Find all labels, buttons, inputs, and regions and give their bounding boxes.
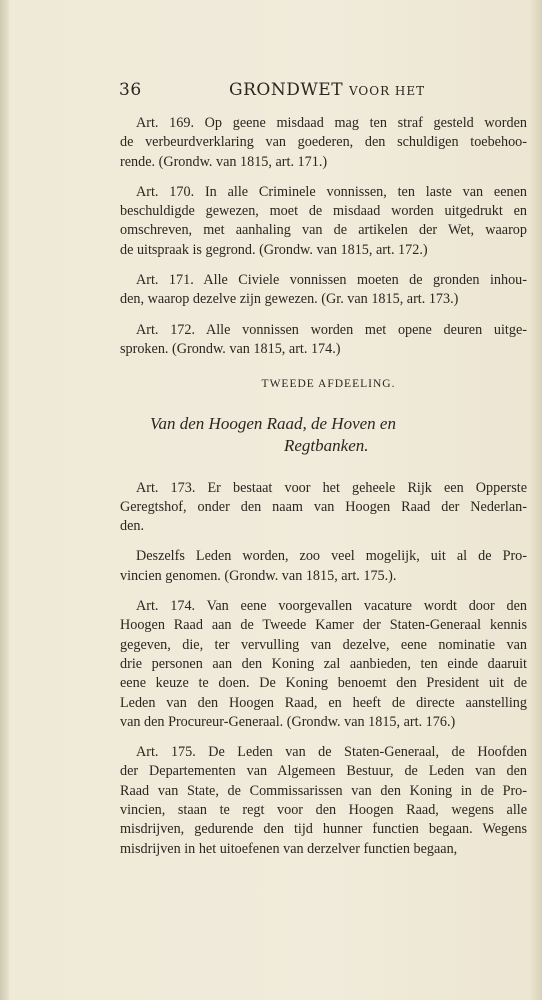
page-edge-shadow xyxy=(530,0,542,1000)
text-line: vincien genomen. (Grondw. van 1815, art. 175.). xyxy=(120,567,397,584)
article-paragraph xyxy=(120,547,527,586)
text-line: drie personen aan den Koning zal aanbieden, ten einde daaruit xyxy=(120,655,527,672)
running-title-main: GRONDWET xyxy=(229,80,344,100)
articles-block-b xyxy=(120,479,527,859)
text-line: gegeven, die, ter vervulling van dezelve, eene nominatie van xyxy=(120,636,527,653)
article-paragraph xyxy=(120,597,527,732)
article-paragraph xyxy=(120,271,527,310)
text-line: de uitspraak is gegrond. (Grondw. van 1815, art. 172.) xyxy=(120,241,428,258)
article-paragraph xyxy=(120,321,527,360)
article-paragraph xyxy=(120,743,527,859)
text-line: van den Procureur-Generaal. (Grondw. van 1815, art. 176.) xyxy=(120,713,456,730)
article-paragraph xyxy=(120,183,527,260)
text-line: Art. 172. Alle vonnissen worden met opene deuren uitge- xyxy=(136,321,527,338)
text-line: der Departementen van Algemeen Bestuur, de Leden van den xyxy=(120,763,527,780)
text-line: misdrijven in het uitoefenen van derzelver functien begaan, xyxy=(120,840,458,857)
text-line: Leden van den Hoogen Raad, en heeft de directe aanstelling xyxy=(120,694,527,711)
text-line: omschreven, met aanhaling van de artikelen der Wet, waarop xyxy=(120,222,527,239)
text-line: Art. 173. Er bestaat voor het geheele Rijk een Opperste xyxy=(136,479,527,496)
section-heading: TWEEDE AFDEELING. xyxy=(261,378,396,391)
text-line: Art. 171. Alle Civiele vonnissen moeten de gronden inhou- xyxy=(136,272,527,289)
section-title xyxy=(120,413,527,457)
text-line: de verbeurdverklaring van goederen, den schuldigen toebehoo- xyxy=(120,134,527,151)
text-line: Art. 174. Van eene voorgevallen vacature wordt door den xyxy=(136,598,527,615)
article-paragraph xyxy=(120,479,527,537)
article-paragraph xyxy=(120,114,527,172)
text-line: den, waarop dezelve zijn gewezen. (Gr. van 1815, art. 173.) xyxy=(120,291,459,308)
text-line: Art. 175. De Leden van de Staten-Generaal, de Hoofden xyxy=(136,744,527,761)
text-line: Art. 169. Op geene misdaad mag ten straf gesteld worden xyxy=(136,115,527,131)
text-line: Geregtshof, onder den naam van Hoogen Raad der Nederlan- xyxy=(120,498,527,515)
text-line: eene keuze te doen. De Koning benoemt den President uit de xyxy=(120,675,527,692)
text-line: Deszelfs Leden worden, zoo veel mogelijk, uit al de Pro- xyxy=(136,548,527,565)
running-title-small: VOOR HET xyxy=(348,84,426,98)
text-line: den. xyxy=(120,518,145,535)
section-title-line-1: Van den Hoogen Raad, de Hoven en xyxy=(150,413,396,433)
page-body xyxy=(120,114,527,870)
text-line: misdrijven, gedurende den tijd hunner functien begaan. Wegens xyxy=(120,821,527,838)
text-line: beschuldigde gewezen, moet de misdaad worden uitgedrukt en xyxy=(120,203,527,220)
text-line: Raad van State, de Commissarissen van den Koning in de Pro- xyxy=(120,782,527,799)
articles-block-a xyxy=(120,114,527,359)
section-title-line-2: Regtbanken. xyxy=(284,435,369,455)
text-line: Art. 170. In alle Criminele vonnissen, ten laste van eenen xyxy=(136,183,527,200)
text-line: sproken. (Grondw. van 1815, art. 174.) xyxy=(120,340,341,357)
page-gutter-shadow xyxy=(0,0,9,1000)
running-header xyxy=(119,80,426,104)
text-line: rende. (Grondw. van 1815, art. 171.) xyxy=(120,153,328,170)
page-number: 36 xyxy=(119,80,142,100)
running-title xyxy=(229,80,425,100)
text-line: vincien, staan te regt voor den Hoogen Raad, wegens alle xyxy=(120,802,527,819)
text-line: Hoogen Raad aan de Tweede Kamer der Staten-Generaal kennis xyxy=(120,617,527,634)
